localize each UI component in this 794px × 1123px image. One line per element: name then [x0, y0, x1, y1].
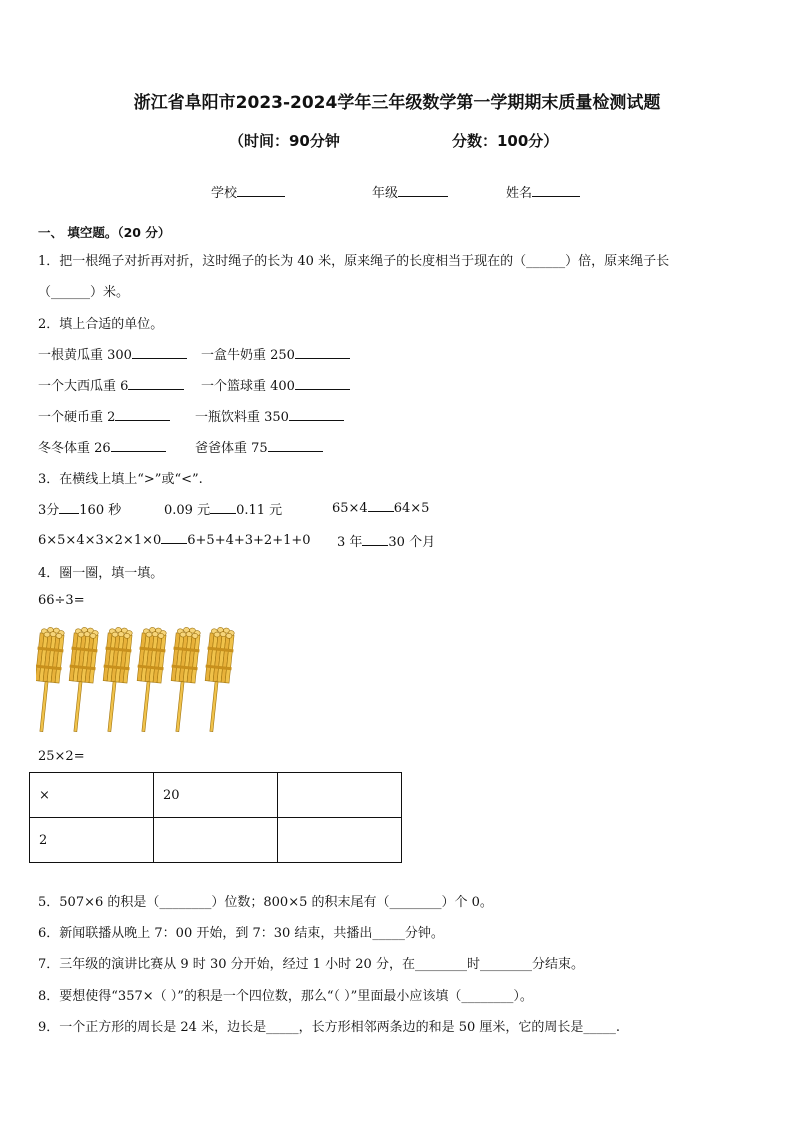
answer-blank[interactable]	[268, 439, 323, 452]
answer-blank[interactable]	[115, 408, 170, 421]
grade-field	[372, 182, 448, 201]
q2-item: 一个大西瓜重 6	[38, 375, 184, 394]
q5: 5．507×6 的积是（________）位数；800×5 的积末尾有（________）个 0。	[38, 895, 493, 910]
q3-compare: 3分 160 秒	[38, 503, 122, 518]
name-field	[506, 182, 580, 201]
answer-blank[interactable]	[132, 346, 187, 359]
q2-item: 一瓶饮料重 350	[195, 406, 344, 425]
name-blank[interactable]	[532, 184, 580, 197]
compare-blank[interactable]	[161, 531, 187, 544]
q2-item: 冬冬体重 26	[38, 437, 166, 456]
q3-compare: 6×5×4×3×2×1×0 6+5+4+3+2+1+0	[38, 533, 311, 548]
q7: 7．三年级的演讲比赛从 9 时 30 分开始，经过 1 小时 20 分，在________时________分结束。	[38, 957, 584, 972]
q4-expr2: 25×2=	[38, 749, 85, 764]
answer-blank[interactable]	[128, 377, 184, 390]
table-cell: ×	[30, 773, 154, 818]
multiplication-table	[29, 772, 402, 863]
answer-blank[interactable]	[111, 439, 166, 452]
exam-time: （时间：90分钟	[229, 132, 340, 150]
q1-line1: 1．把一根绳子对折再对折，这时绳子的长为 40 米，原来绳子的长度相当于现在的（______）倍，原来绳子长	[38, 254, 670, 269]
stick-bundles	[36, 624, 252, 734]
q2-item: 爸爸体重 75	[195, 437, 323, 456]
table-cell[interactable]	[154, 818, 278, 863]
q9: 9．一个正方形的周长是 24 米，边长是_____，长方形相邻两条边的和是 50 厘米，它的周长是_____.	[38, 1020, 621, 1035]
school-field	[211, 182, 285, 201]
answer-blank[interactable]	[295, 377, 350, 390]
table-cell: 2	[30, 818, 154, 863]
q1-line2: （______）米。	[38, 285, 130, 300]
q3-compare: 65×4 64×5	[332, 501, 430, 516]
q8: 8．要想使得“357×（ ）”的积是一个四位数，那么“（ ）”里面最小应该填（________）。	[38, 989, 533, 1004]
compare-blank[interactable]	[210, 501, 236, 514]
compare-blank[interactable]	[362, 533, 388, 546]
table-cell[interactable]	[278, 773, 402, 818]
school-blank[interactable]	[237, 184, 285, 197]
q2-item: 一个硬币重 2	[38, 406, 170, 425]
table-cell: 20	[154, 773, 278, 818]
compare-blank[interactable]	[368, 499, 394, 512]
q3-compare: 0.09 元 0.11 元	[164, 503, 283, 518]
table-row	[30, 818, 402, 863]
exam-score: 分数：100分）	[452, 132, 559, 150]
q2-item: 一盒牛奶重 250	[201, 344, 350, 363]
section-heading: 一、 填空题。（20 分）	[38, 225, 171, 240]
q2-item: 一个篮球重 400	[201, 375, 350, 394]
name-label: 姓名	[506, 186, 533, 201]
answer-blank[interactable]	[289, 408, 344, 421]
table-row	[30, 773, 402, 818]
answer-blank[interactable]	[295, 346, 350, 359]
q2-item: 一根黄瓜重 300	[38, 344, 187, 363]
school-label: 学校	[211, 186, 238, 201]
table-cell[interactable]	[278, 818, 402, 863]
q2-prompt: 2．填上合适的单位。	[38, 317, 164, 332]
q4-prompt: 4．圈一圈，填一填。	[38, 566, 164, 581]
exam-title: 浙江省阜阳市2023-2024学年三年级数学第一学期期末质量检测试题	[133, 93, 661, 113]
q4-expr1: 66÷3=	[38, 593, 85, 608]
grade-blank[interactable]	[398, 184, 448, 197]
compare-blank[interactable]	[59, 501, 79, 514]
q3-prompt: 3．在横线上填上“>”或“<”.	[38, 472, 203, 487]
q6: 6．新闻联播从晚上 7：00 开始，到 7：30 结束，共播出_____分钟。	[38, 926, 444, 941]
grade-label: 年级	[372, 186, 399, 201]
q3-compare: 3 年 30 个月	[337, 535, 436, 550]
